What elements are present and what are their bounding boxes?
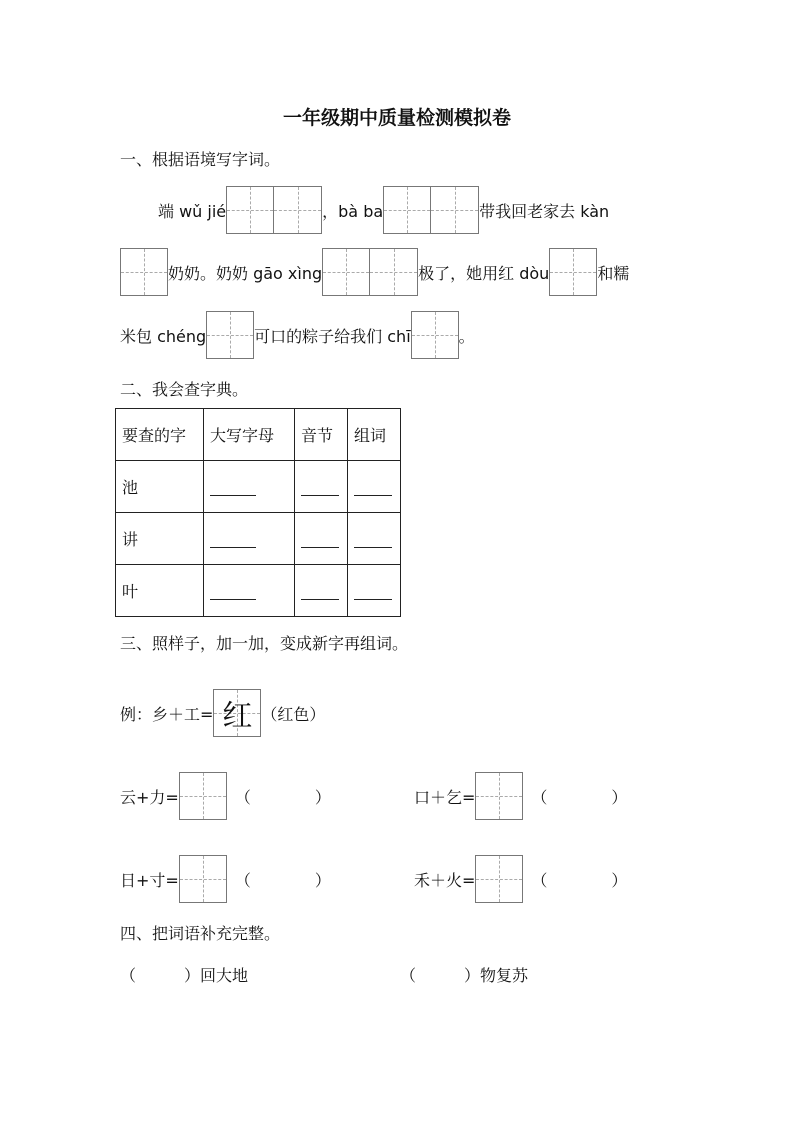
table-char-cell: 池 (116, 461, 204, 513)
section4-heading: 四、把词语补充完整。 (120, 924, 281, 943)
table-header-row (116, 409, 401, 461)
writing-grid-box[interactable] (475, 772, 523, 820)
table-row (116, 461, 401, 513)
word-paren-blank[interactable]: （ ） (531, 787, 628, 807)
compose-item (120, 854, 331, 904)
writing-grid-box[interactable] (120, 248, 168, 296)
syllable-blank[interactable] (295, 565, 348, 617)
line1-text-a: 端 wǔ jié (158, 201, 227, 221)
writing-grid-box (213, 689, 261, 737)
compose-label: 口＋乞= (414, 787, 476, 807)
table-char-cell: 讲 (116, 513, 204, 565)
line2-text-b: 极了，她用红 dòu (418, 263, 550, 283)
writing-grid-box[interactable] (322, 248, 370, 296)
section1-line1 (158, 184, 609, 236)
line2-text-a: 奶奶。奶奶 gāo xìng (168, 263, 323, 283)
writing-grid-box[interactable] (411, 311, 459, 359)
writing-grid-box[interactable] (206, 311, 254, 359)
word-paren-blank[interactable]: （ ） (234, 787, 331, 807)
example-row (120, 688, 325, 738)
word-paren-blank[interactable]: （ ） (531, 870, 628, 890)
compose-label: 云+力= (120, 787, 179, 807)
idiom-paren-blank[interactable]: （ ） (400, 966, 481, 985)
idiom-item (400, 963, 528, 986)
section3-heading: 三、照样子，加一加，变成新字再组词。 (120, 634, 409, 653)
table-header-cell: 音节 (295, 409, 348, 461)
table-header-cell: 大写字母 (204, 409, 295, 461)
writing-grid-box[interactable] (431, 186, 479, 234)
word-blank[interactable] (348, 461, 401, 513)
word-blank[interactable] (348, 565, 401, 617)
line3-text-b: 可口的粽子给我们 chī (254, 326, 411, 346)
writing-grid-box[interactable] (274, 186, 322, 234)
section1-line2 (120, 246, 629, 298)
idiom-item (120, 963, 248, 986)
writing-grid-box[interactable] (475, 855, 523, 903)
idiom-text: 回大地 (200, 966, 249, 985)
syllable-blank[interactable] (295, 513, 348, 565)
section1-heading: 一、根据语境写字词。 (120, 150, 281, 169)
line3-text-c: 。 (458, 326, 475, 346)
line1-text-b: ，bà ba (322, 201, 384, 221)
table-char-cell: 叶 (116, 565, 204, 617)
example-label: 例：乡＋工= (120, 704, 214, 724)
section2-heading: 二、我会查字典。 (120, 380, 249, 399)
table-row (116, 513, 401, 565)
word-blank[interactable] (348, 513, 401, 565)
uppercase-letter-blank[interactable] (204, 565, 295, 617)
writing-grid-box[interactable] (179, 772, 227, 820)
idiom-paren-blank[interactable]: （ ） (120, 966, 201, 985)
section1-line3 (120, 309, 475, 361)
dictionary-table (115, 408, 401, 617)
table-row (116, 565, 401, 617)
writing-grid-box[interactable] (370, 248, 418, 296)
compose-item (414, 771, 627, 821)
page-title: 一年级期中质量检测模拟卷 (282, 107, 511, 129)
table-header-cell: 要查的字 (116, 409, 204, 461)
table-header-cell: 组词 (348, 409, 401, 461)
uppercase-letter-blank[interactable] (204, 461, 295, 513)
line1-text-c: 带我回老家去 kàn (479, 201, 610, 221)
example-answer: 红 (222, 699, 253, 734)
compose-item (120, 771, 331, 821)
uppercase-letter-blank[interactable] (204, 513, 295, 565)
writing-grid-box[interactable] (179, 855, 227, 903)
line3-text-a: 米包 chéng (120, 326, 207, 346)
writing-grid-box[interactable] (549, 248, 597, 296)
word-paren-blank[interactable]: （ ） (234, 870, 331, 890)
example-word: （红色） (261, 704, 326, 724)
line2-text-c: 和糯 (597, 263, 630, 283)
writing-grid-box[interactable] (383, 186, 431, 234)
idiom-text: 物复苏 (480, 966, 529, 985)
writing-grid-box[interactable] (226, 186, 274, 234)
syllable-blank[interactable] (295, 461, 348, 513)
compose-label: 禾＋火= (414, 870, 476, 890)
compose-label: 日+寸= (120, 870, 179, 890)
compose-item (414, 854, 627, 904)
